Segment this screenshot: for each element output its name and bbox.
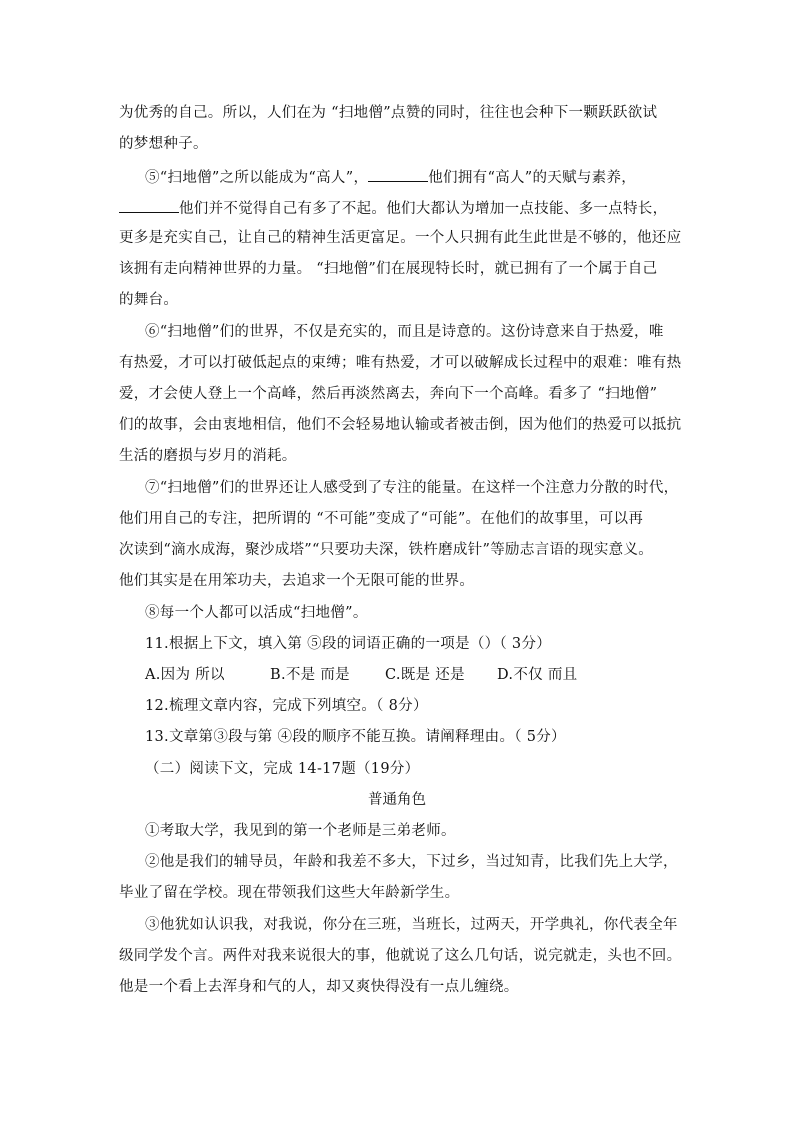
para5-line1 <box>145 167 636 187</box>
para5-line4: 该拥有走向精神世界的力量。 “扫地僧”们在展现特长时，就已拥有了一个属于自己 <box>119 261 658 277</box>
story-title: 普通角色 <box>368 792 426 808</box>
story-para3-line3: 他是一个看上去浑身和气的人，却又爽快得没有一点儿缠绕。 <box>119 979 519 995</box>
para5-line1-a: ⑤“扫地僧”之所以能成为“高人”， <box>145 170 369 186</box>
para6-line3: 爱，才会使人登上一个高峰，然后再淡然离去，奔向下一个高峰。看多了 “扫地僧” <box>119 386 658 402</box>
para8: ⑧每一个人都可以活成“扫地僧”。 <box>145 605 368 621</box>
story-para2-line1: ②他是我们的辅导员，年龄和我差不多大，下过乡，当过知青，比我们先上大学， <box>145 854 678 870</box>
para7-line4: 他们其实是在用笨功夫，去追求一个无限可能的世界。 <box>119 573 475 589</box>
story-para3-line2: 级同学发个言。两件对我来说很大的事，他就说了这么几句话，说完就走，头也不回。 <box>119 948 682 964</box>
question-12: 12.梳理文章内容，完成下列填空。（ 8分） <box>145 698 428 714</box>
para4-line1: 为优秀的自己。所以，人们在为 “扫地僧”点赞的同时，往往也会种下一颗跃跃欲试 <box>119 105 658 121</box>
option-c[interactable]: C.既是 还是 <box>385 667 465 683</box>
fill-blank-1[interactable] <box>368 167 428 182</box>
para4-line2: 的梦想种子。 <box>119 136 208 152</box>
section-2-heading: （二）阅读下文，完成 14-17题（19分） <box>145 761 420 777</box>
para7-line3: 次读到“滴水成海，聚沙成塔”“只要功夫深，铁杵磨成针”等励志言语的现实意义。 <box>119 542 654 558</box>
question-11-stem: 11.根据上下文，填入第 ⑤段的词语正确的一项是（）（ 3分） <box>145 636 552 652</box>
para7-line2: 他们用自己的专注，把所谓的 “不可能”变成了“可能”。在他们的故事里，可以再 <box>119 511 644 527</box>
para5-line2-b: 他们并不觉得自己有多了不起。他们大都认为增加一点技能、多一点特长， <box>179 201 668 217</box>
story-para3-line1: ③他犹如认识我，对我说，你分在三班，当班长，过两天，开学典礼，你代表全年 <box>145 917 678 933</box>
para5-line2 <box>119 198 667 218</box>
option-b[interactable]: B.不是 而是 <box>270 667 350 683</box>
para6-line5: 生活的磨损与岁月的消耗。 <box>119 448 297 464</box>
para6-line4: 们的故事，会由衷地相信，他们不会轻易地认输或者被击倒，因为他们的热爱可以抵抗 <box>119 417 682 433</box>
para5-line1-b: 他们拥有“高人”的天赋与素养， <box>428 170 637 186</box>
story-para2-line2: 毕业了留在学校。现在带领我们这些大年龄新学生。 <box>119 885 460 901</box>
para6-line2: 有热爱，才可以打破低起点的束缚；唯有热爱，才可以破解成长过程中的艰难：唯有热 <box>119 355 682 371</box>
para7-line1: ⑦“扫地僧”们的世界还让人感受到了专注的能量。在这样一个注意力分散的时代， <box>145 480 679 496</box>
para6-line1: ⑥“扫地僧”们的世界，不仅是充实的，而且是诗意的。这份诗意来自于热爱，唯 <box>145 324 664 340</box>
para5-line5: 的舞台。 <box>119 292 179 308</box>
story-para1: ①考取大学，我见到的第一个老师是三弟老师。 <box>145 823 456 839</box>
option-a[interactable]: A.因为 所以 <box>145 667 225 683</box>
option-d[interactable]: D.不仅 而且 <box>497 667 578 683</box>
fill-blank-2[interactable] <box>119 198 179 213</box>
question-13: 13.文章第③段与第 ④段的顺序不能互换。请阐释理由。（ 5分） <box>145 729 566 745</box>
para5-line3: 更多是充实自己，让自己的精神生活更富足。一个人只拥有此生此世是不够的，他还应 <box>119 230 682 246</box>
